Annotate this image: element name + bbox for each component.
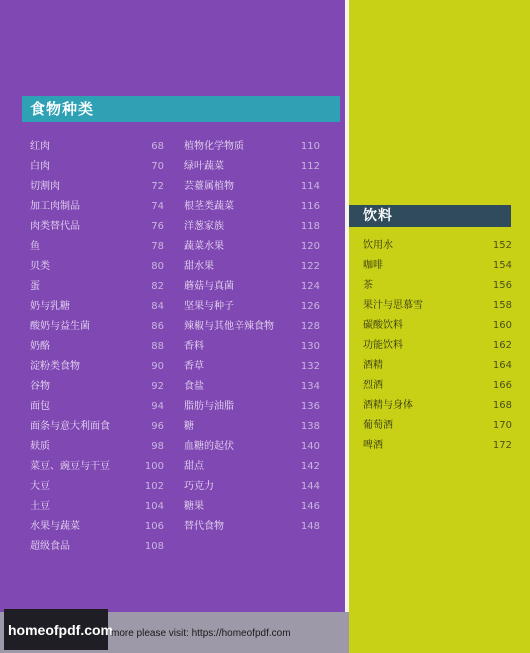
toc-entry[interactable] <box>363 416 512 436</box>
toc-entry[interactable] <box>184 177 320 197</box>
toc-entry-page-number: 152 <box>492 240 512 251</box>
toc-entry-label: 谷物 <box>30 381 50 392</box>
toc-entry-page-number: 92 <box>151 381 164 392</box>
toc-entry[interactable] <box>184 417 320 437</box>
toc-entry-label: 巧克力 <box>184 481 214 492</box>
toc-entry[interactable] <box>184 297 320 317</box>
toc-entry-page-number: 162 <box>492 340 512 351</box>
toc-entry-page-number: 160 <box>492 320 512 331</box>
drinks-toc-list <box>363 236 512 456</box>
toc-entry[interactable] <box>30 537 164 557</box>
toc-entry-label: 糖果 <box>184 501 204 512</box>
toc-entry[interactable] <box>184 137 320 157</box>
toc-entry[interactable] <box>184 257 320 277</box>
toc-entry[interactable] <box>30 217 164 237</box>
toc-entry-label: 白肉 <box>30 161 50 172</box>
toc-entry[interactable] <box>30 137 164 157</box>
toc-entry[interactable] <box>184 357 320 377</box>
toc-entry[interactable] <box>184 157 320 177</box>
toc-entry-label: 贝类 <box>30 261 50 272</box>
toc-entry-label: 奶与乳糖 <box>30 301 70 312</box>
toc-entry-page-number: 100 <box>144 461 164 472</box>
toc-entry-label: 蔬菜水果 <box>184 241 224 252</box>
toc-entry-label: 酸奶与益生菌 <box>30 321 90 332</box>
toc-entry-label: 食盐 <box>184 381 204 392</box>
toc-entry[interactable] <box>184 397 320 417</box>
toc-entry-label: 功能饮料 <box>363 340 403 351</box>
food-toc-column-2 <box>184 137 320 537</box>
toc-entry-page-number: 168 <box>492 400 512 411</box>
toc-entry[interactable] <box>30 257 164 277</box>
toc-entry-page-number: 94 <box>151 401 164 412</box>
toc-entry-label: 坚果与种子 <box>184 301 234 312</box>
toc-entry-page-number: 134 <box>300 381 320 392</box>
toc-entry[interactable] <box>184 237 320 257</box>
toc-entry[interactable] <box>363 376 512 396</box>
toc-entry-page-number: 108 <box>144 541 164 552</box>
toc-entry-label: 香草 <box>184 361 204 372</box>
toc-entry[interactable] <box>363 396 512 416</box>
watermark-link-text[interactable]: more please visit: https://homeofpdf.com <box>111 628 291 639</box>
toc-entry-label: 根茎类蔬菜 <box>184 201 234 212</box>
toc-entry-page-number: 80 <box>151 261 164 272</box>
toc-entry-page-number: 170 <box>492 420 512 431</box>
toc-entry-label: 啤酒 <box>363 440 383 451</box>
toc-entry-label: 芸薹属植物 <box>184 181 234 192</box>
toc-entry[interactable] <box>30 317 164 337</box>
toc-entry[interactable] <box>184 517 320 537</box>
toc-entry-label: 香料 <box>184 341 204 352</box>
toc-entry-label: 糖 <box>184 421 194 432</box>
toc-entry-page-number: 142 <box>300 461 320 472</box>
toc-entry-page-number: 74 <box>151 201 164 212</box>
toc-entry-label: 酒精与身体 <box>363 400 413 411</box>
toc-entry[interactable] <box>184 217 320 237</box>
toc-entry-label: 土豆 <box>30 501 50 512</box>
toc-entry-label: 咖啡 <box>363 260 383 271</box>
toc-entry[interactable] <box>363 336 512 356</box>
toc-entry-page-number: 140 <box>300 441 320 452</box>
toc-entry-label: 烈酒 <box>363 380 383 391</box>
toc-entry[interactable] <box>184 197 320 217</box>
toc-entry-label: 植物化学物质 <box>184 141 244 152</box>
toc-entry-page-number: 98 <box>151 441 164 452</box>
toc-entry[interactable] <box>30 397 164 417</box>
toc-entry-page-number: 154 <box>492 260 512 271</box>
toc-entry-page-number: 82 <box>151 281 164 292</box>
toc-entry-label: 甜水果 <box>184 261 214 272</box>
toc-entry-page-number: 124 <box>300 281 320 292</box>
toc-entry-page-number: 86 <box>151 321 164 332</box>
toc-entry-page-number: 118 <box>300 221 320 232</box>
toc-entry[interactable] <box>30 377 164 397</box>
toc-entry-page-number: 110 <box>300 141 320 152</box>
toc-entry-label: 面包 <box>30 401 50 412</box>
toc-entry-page-number: 126 <box>300 301 320 312</box>
toc-entry-label: 肉类替代品 <box>30 221 80 232</box>
toc-entry-page-number: 132 <box>300 361 320 372</box>
toc-entry-page-number: 164 <box>492 360 512 371</box>
toc-entry-label: 绿叶蔬菜 <box>184 161 224 172</box>
toc-entry[interactable] <box>184 437 320 457</box>
toc-entry[interactable] <box>363 296 512 316</box>
toc-entry-page-number: 128 <box>300 321 320 332</box>
toc-entry-page-number: 166 <box>492 380 512 391</box>
toc-entry[interactable] <box>184 317 320 337</box>
toc-entry-page-number: 148 <box>300 521 320 532</box>
toc-entry-label: 奶酪 <box>30 341 50 352</box>
toc-entry-label: 加工肉制品 <box>30 201 80 212</box>
watermark-logo[interactable]: homeofpdf.com <box>8 622 113 638</box>
food-toc-column-1 <box>30 137 164 557</box>
toc-entry-label: 饮用水 <box>363 240 393 251</box>
toc-entry-label: 辣椒与其他辛辣食物 <box>184 321 274 332</box>
toc-entry-page-number: 122 <box>300 261 320 272</box>
toc-entry[interactable] <box>30 197 164 217</box>
toc-entry-page-number: 102 <box>144 481 164 492</box>
toc-entry-page-number: 130 <box>300 341 320 352</box>
toc-entry[interactable] <box>363 316 512 336</box>
toc-entry-label: 碳酸饮料 <box>363 320 403 331</box>
toc-entry[interactable] <box>30 437 164 457</box>
toc-entry-label: 切割肉 <box>30 181 60 192</box>
toc-entry[interactable] <box>363 256 512 276</box>
toc-entry-page-number: 146 <box>300 501 320 512</box>
toc-entry-label: 血糖的起伏 <box>184 441 234 452</box>
toc-entry-label: 洋葱家族 <box>184 221 224 232</box>
toc-entry-page-number: 138 <box>300 421 320 432</box>
toc-entry[interactable] <box>363 276 512 296</box>
toc-entry[interactable] <box>30 517 164 537</box>
toc-entry-page-number: 112 <box>300 161 320 172</box>
toc-entry-page-number: 120 <box>300 241 320 252</box>
toc-entry-label: 替代食物 <box>184 521 224 532</box>
toc-entry[interactable] <box>30 497 164 517</box>
toc-entry-page-number: 76 <box>151 221 164 232</box>
toc-entry-label: 麸质 <box>30 441 50 452</box>
toc-entry[interactable] <box>30 277 164 297</box>
toc-entry-page-number: 156 <box>492 280 512 291</box>
toc-entry[interactable] <box>30 157 164 177</box>
toc-entry[interactable] <box>30 357 164 377</box>
toc-entry-label: 鱼 <box>30 241 40 252</box>
toc-entry-label: 红肉 <box>30 141 50 152</box>
toc-entry[interactable] <box>184 477 320 497</box>
toc-entry-label: 大豆 <box>30 481 50 492</box>
toc-entry[interactable] <box>30 417 164 437</box>
toc-entry-label: 蛋 <box>30 281 40 292</box>
toc-entry-label: 超级食品 <box>30 541 70 552</box>
toc-entry-page-number: 106 <box>144 521 164 532</box>
toc-entry-page-number: 144 <box>300 481 320 492</box>
toc-entry[interactable] <box>184 377 320 397</box>
food-section-title: 食物种类 <box>30 100 95 118</box>
toc-entry[interactable] <box>30 337 164 357</box>
toc-entry-label: 蘑菇与真菌 <box>184 281 234 292</box>
toc-entry[interactable] <box>184 337 320 357</box>
toc-entry-page-number: 90 <box>151 361 164 372</box>
toc-entry[interactable] <box>30 237 164 257</box>
toc-entry-label: 脂肪与油脂 <box>184 401 234 412</box>
toc-entry-label: 果汁与思慕雪 <box>363 300 423 311</box>
toc-entry-page-number: 104 <box>144 501 164 512</box>
toc-entry-page-number: 70 <box>151 161 164 172</box>
toc-entry-label: 甜点 <box>184 461 204 472</box>
toc-entry-label: 茶 <box>363 280 373 291</box>
drinks-section-title: 饮料 <box>363 208 393 224</box>
toc-entry-label: 酒精 <box>363 360 383 371</box>
toc-entry-label: 淀粉类食物 <box>30 361 80 372</box>
toc-entry-page-number: 116 <box>300 201 320 212</box>
toc-entry[interactable] <box>363 356 512 376</box>
toc-entry-label: 水果与蔬菜 <box>30 521 80 532</box>
toc-entry-page-number: 88 <box>151 341 164 352</box>
toc-entry-page-number: 84 <box>151 301 164 312</box>
toc-entry[interactable] <box>184 277 320 297</box>
toc-entry-page-number: 172 <box>492 440 512 451</box>
toc-entry[interactable] <box>184 457 320 477</box>
toc-entry-page-number: 68 <box>151 141 164 152</box>
toc-entry-page-number: 78 <box>151 241 164 252</box>
toc-entry-label: 面条与意大利面食 <box>30 421 110 432</box>
toc-entry[interactable] <box>363 436 512 456</box>
toc-entry[interactable] <box>30 297 164 317</box>
toc-entry[interactable] <box>30 457 164 477</box>
toc-entry[interactable] <box>363 236 512 256</box>
toc-entry[interactable] <box>184 497 320 517</box>
toc-entry-page-number: 114 <box>300 181 320 192</box>
toc-entry-page-number: 158 <box>492 300 512 311</box>
toc-entry-page-number: 136 <box>300 401 320 412</box>
toc-entry-page-number: 72 <box>151 181 164 192</box>
toc-entry-label: 葡萄酒 <box>363 420 393 431</box>
toc-entry[interactable] <box>30 477 164 497</box>
toc-entry-label: 菜豆、豌豆与干豆 <box>30 461 110 472</box>
toc-entry-page-number: 96 <box>151 421 164 432</box>
toc-entry[interactable] <box>30 177 164 197</box>
